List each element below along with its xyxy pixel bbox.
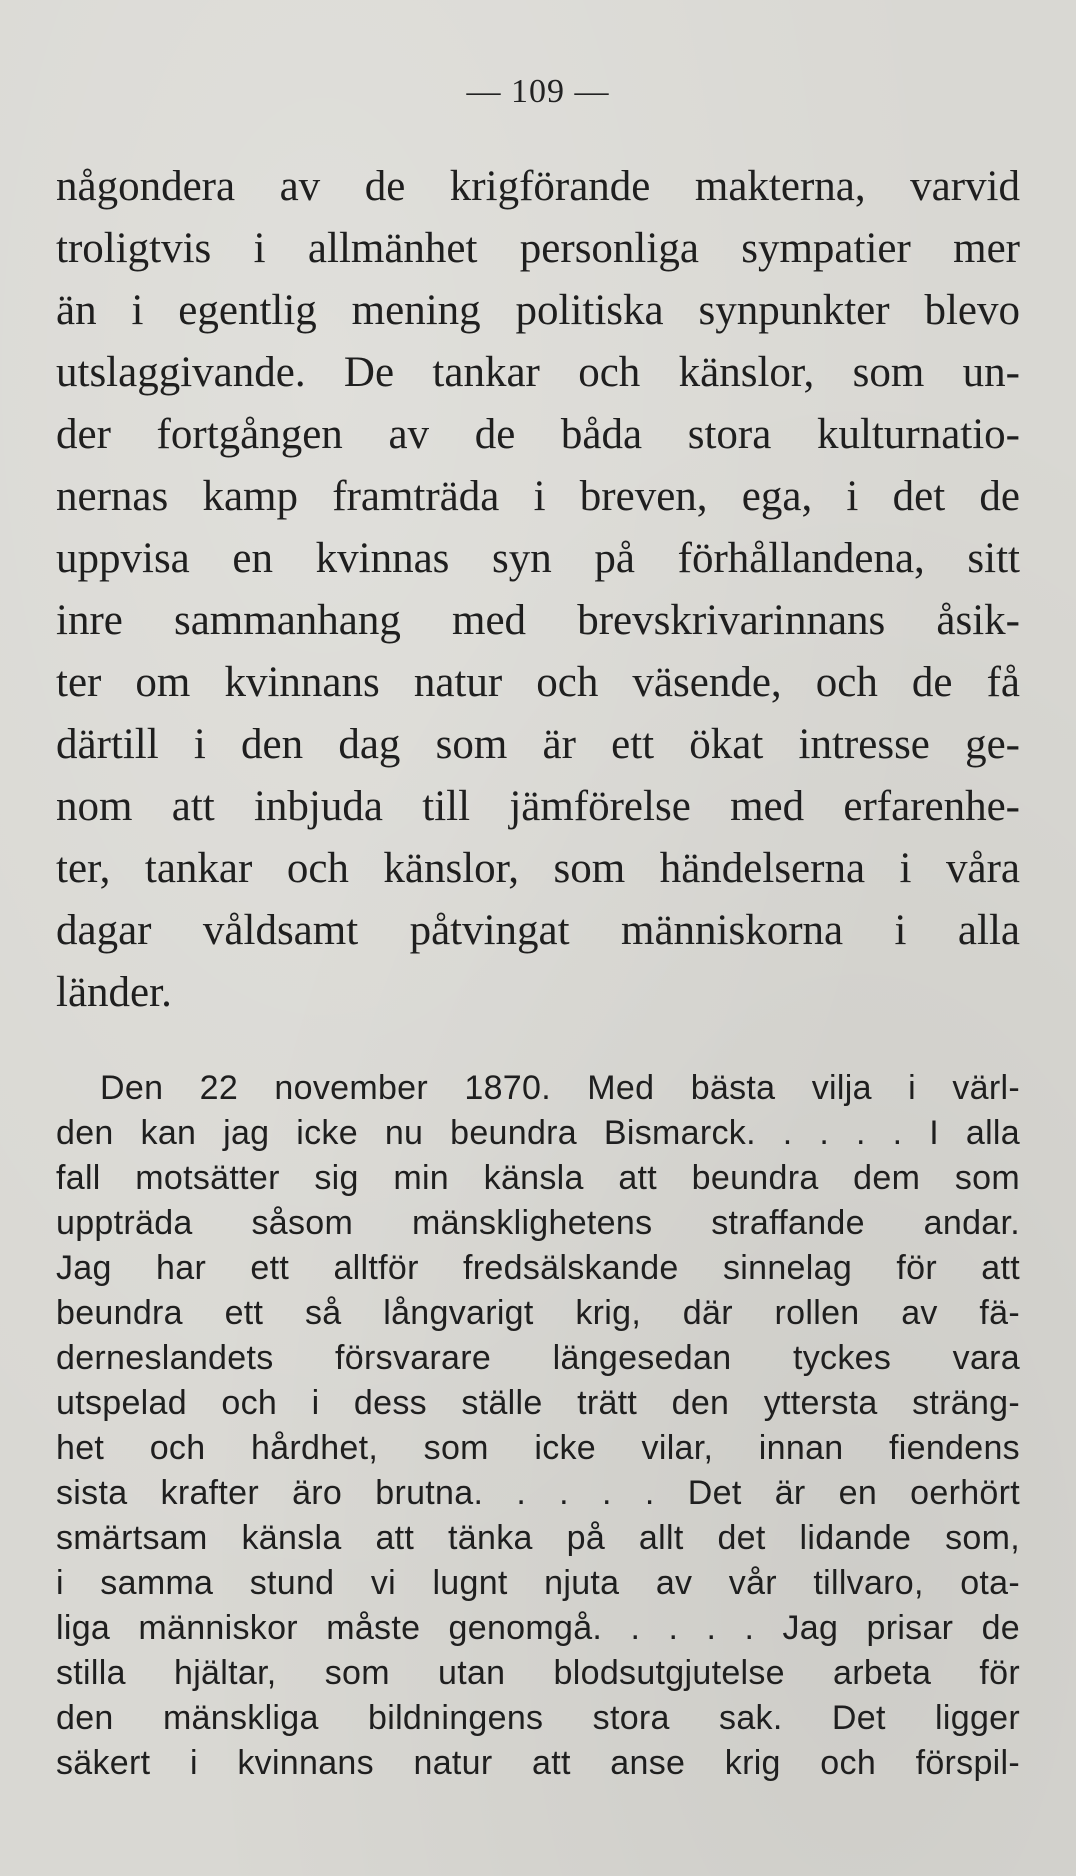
text-line: sista krafter äro brutna. . . . . Det är en oerhört	[56, 1474, 1020, 1512]
text-line: utslaggivande. De tankar och känslor, som un-	[56, 349, 1020, 396]
page-number: — 109 —	[466, 73, 610, 110]
text-line: nernas kamp framträda i breven, ega, i det de	[56, 473, 1020, 520]
text-line: någondera av de krigförande makterna, varvid	[56, 163, 1020, 210]
text-line: Jag har ett alltför fredsälskande sinnelag för att	[56, 1249, 1020, 1287]
text-line: liga människor måste genomgå. . . . . Jag prisar de	[56, 1609, 1020, 1647]
text-line: ter, tankar och känslor, som händelserna i våra	[56, 845, 1020, 892]
text-line: troligtvis i allmänhet personliga sympatier mer	[56, 225, 1020, 272]
text-line: den kan jag icke nu beundra Bismarck. . . . . I alla	[56, 1114, 1020, 1152]
text-line: dagar våldsamt påtvingat människorna i alla	[56, 907, 1020, 954]
text-line: inre sammanhang med brevskrivarinnans åsik-	[56, 597, 1020, 644]
text-line: nom att inbjuda till jämförelse med erfarenhe-	[56, 783, 1020, 830]
text-line: der fortgången av de båda stora kulturnatio-	[56, 411, 1020, 458]
text-line: smärtsam känsla att tänka på allt det lidande som,	[56, 1519, 1020, 1557]
text-line: därtill i den dag som är ett ökat intresse ge-	[56, 721, 1020, 768]
text-line: den mänskliga bildningens stora sak. Det ligger	[56, 1699, 1020, 1737]
text-line: beundra ett så långvarigt krig, där rollen av fä-	[56, 1294, 1020, 1332]
text-line: i samma stund vi lugnt njuta av vår tillvaro, ota-	[56, 1564, 1020, 1602]
text-line: än i egentlig mening politiska synpunkter blevo	[56, 287, 1020, 334]
text-line: uppvisa en kvinnas syn på förhållandena, sitt	[56, 535, 1020, 582]
text-line: het och hårdhet, som icke vilar, innan fiendens	[56, 1429, 1020, 1467]
text-line: stilla hjältar, som utan blodsutgjutelse arbeta för	[56, 1654, 1020, 1692]
text-line: säkert i kvinnans natur att anse krig och förspil-	[56, 1744, 1020, 1782]
text-line: Den 22 november 1870. Med bästa vilja i värl-	[100, 1069, 1020, 1107]
text-line: ter om kvinnans natur och väsende, och de få	[56, 659, 1020, 706]
text-line: derneslandets försvarare längesedan tyckes vara	[56, 1339, 1020, 1377]
text-line: utspelad och i dess ställe trätt den yttersta sträng-	[56, 1384, 1020, 1422]
text-line: länder.	[56, 969, 172, 1016]
text-line: fall motsätter sig min känsla att beundra dem som	[56, 1159, 1020, 1197]
text-line: uppträda såsom mänsklighetens straffande andar.	[56, 1204, 1020, 1242]
